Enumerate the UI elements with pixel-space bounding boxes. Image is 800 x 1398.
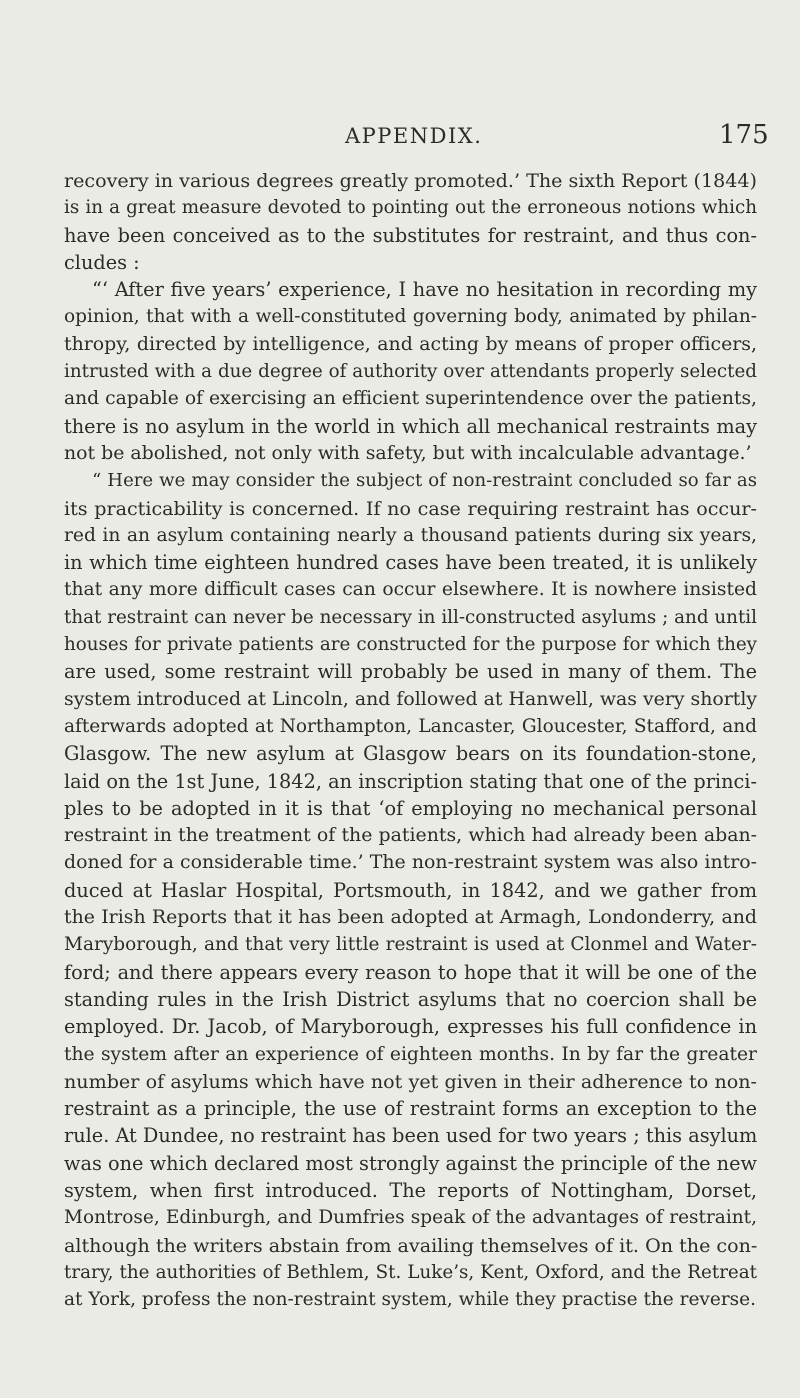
text-line: red in an asylum containing nearly a thousand patients during six years, (64, 524, 757, 546)
text-line: restraint as a principle, the use of restraint forms an exception to the (64, 1097, 757, 1121)
text-line: are used, some restraint will probably be used in many of them. The (64, 660, 757, 684)
text-line: houses for private patients are constructed for the purpose for which they (64, 634, 757, 656)
body-text (64, 167, 757, 1313)
text-line: was one which declared most strongly against the principle of the new (64, 1151, 757, 1175)
text-line: rule. At Dundee, no restraint has been used for two years ; this asylum (64, 1124, 758, 1148)
text-line: that any more difficult cases can occur elsewhere. It is nowhere insisted (64, 579, 757, 601)
text-line: Maryborough, and that very little restraint is used at Clonmel and Water- (64, 934, 757, 956)
text-line: afterwards adopted at Northampton, Lancaster, Gloucester, Stafford, and (64, 715, 757, 737)
text-line: intrusted with a due degree of authority over attendants properly selected (64, 361, 757, 383)
text-line: have been conceived as to the substitutes for restraint, and thus con- (64, 223, 757, 247)
text-line: Glasgow. The new asylum at Glasgow bears on its foundation-stone, (64, 742, 757, 766)
text-line: doned for a considerable time.’ The non-restraint system was also intro- (64, 851, 757, 874)
text-line: the Irish Reports that it has been adopted at Armagh, Londonderry, and (64, 906, 757, 929)
text-line: system, when first introduced. The reports of Nottingham, Dorset, (64, 1178, 757, 1202)
page-number: 175 (719, 120, 769, 150)
text-line: “ Here we may consider the subject of non-restraint concluded so far as (92, 470, 757, 492)
text-line: and capable of exercising an efficient superintendence over the patients, (64, 388, 757, 410)
text-line: duced at Haslar Hospital, Portsmouth, in 1842, and we gather from (64, 878, 757, 902)
text-line: number of asylums which have not yet given in their adherence to non- (64, 1069, 757, 1093)
text-line: ples to be adopted in it is that ‘of employing no mechanical personal (64, 796, 757, 820)
text-line: at York, profess the non-restraint system, while they practise the reverse. (64, 1289, 756, 1311)
text-line: trary, the authorities of Bethlem, St. Luke’s, Kent, Oxford, and the Retreat (64, 1261, 757, 1283)
text-line: there is no asylum in the world in which all mechanical restraints may (64, 414, 757, 438)
text-line: standing rules in the Irish District asylums that no coercion shall be (64, 987, 757, 1011)
text-line: not be abolished, not only with safety, but with incalculable advantage.’ (64, 441, 752, 464)
text-line: recovery in various degrees greatly promoted.’ The sixth Report (1844) (64, 169, 757, 192)
text-line: “‘ After five years’ experience, I have no hesitation in recording my (92, 278, 757, 302)
text-line: although the writers abstain from availing themselves of it. On the con- (64, 1233, 758, 1257)
text-line: opinion, that with a well-constituted governing body, animated by philan- (64, 306, 757, 328)
text-line: ford; and there appears every reason to hope that it will be one of the (64, 960, 757, 984)
text-line: in which time eighteen hundred cases have been treated, it is unlikely (64, 551, 757, 575)
text-line: cludes : (64, 250, 140, 274)
text-line: that restraint can never be necessary in ill-constructed asylums ; and until (64, 606, 757, 628)
text-line: Montrose, Edinburgh, and Dumfries speak of the advantages of restraint, (64, 1207, 757, 1229)
text-line: thropy, directed by intelligence, and acting by means of proper officers, (64, 332, 757, 355)
text-line: is in a great measure devoted to pointing out the erroneous notions which (64, 197, 757, 219)
running-header (0, 120, 800, 164)
text-line: laid on the 1st June, 1842, an inscription stating that one of the princi- (64, 769, 757, 793)
running-head-title: APPENDIX. (345, 124, 483, 148)
text-line: the system after an experience of eighteen months. In by far the greater (64, 1043, 757, 1065)
text-line: system introduced at Lincoln, and followed at Hanwell, was very shortly (64, 687, 758, 710)
text-line: its practicability is concerned. If no case requiring restraint has occur- (64, 496, 757, 520)
text-line: restraint in the treatment of the patients, which had already been aban- (64, 824, 757, 847)
text-line: employed. Dr. Jacob, of Maryborough, expresses his full confidence in (64, 1015, 757, 1039)
